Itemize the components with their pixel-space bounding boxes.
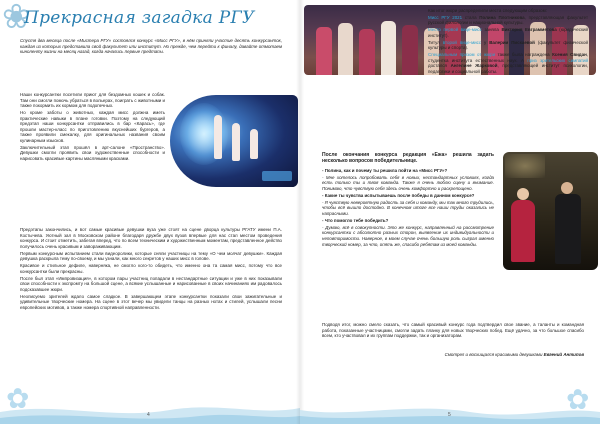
performer-figure — [250, 129, 258, 159]
interview-answer: - Думаю, всё в совокупности. Это же конкурс, направленный на рассмотрение конкурсантки с абсолютно разных сторон, выявление их индивидуальности и неповторимости. Наверное, в моем случае очень большую роль сыграл именно творческий номер, за что, опять же, спасибо ребятам из моей команды. — [322, 224, 494, 247]
host-head — [561, 182, 573, 194]
interview-block — [322, 168, 494, 248]
floral-ornament-icon: ❀ — [2, 0, 31, 36]
result-item: Специальным призом от жюри также была награждена Ксения Свидан, студентка института естественных наук. А приз зрительских симпатий достался Ангелине Жарковой, представляющей институт психологии, педагогики и социальной работы. — [428, 52, 589, 75]
page-number: 4 — [147, 412, 150, 418]
contestant-figure — [338, 23, 353, 75]
bottom-wave-decoration — [0, 398, 300, 424]
intro-paragraph: Спустя два месяца после «Мистера РГУ» состоялся конкурс «Мисс РГУ», в нём приняли участие десять конкурсанток, каждая из которых представила свой факультет или институт. Но прежде, чем перейти к финалу, давайте отмотаем киноленту жизни на месяц назад, когда начались первые предтапы. — [20, 38, 282, 55]
closing-paragraph: Подводя итог, можно смело сказать, что самый красивый конкурс года подтвердил свое звание, а таланты и командная работа, показанные участницами, смогли задать планку для новых творческих побед. Ещё удачно, за что большое спасибо всем, кто участвовал и их группам поддержки, так и организаторам. — [322, 322, 584, 339]
results-intro: Как итог жюри распределили места следующим образом: — [428, 8, 547, 13]
contestant-figure — [402, 25, 418, 75]
column-paragraph: Наши конкурсантки посетили приют для бездомных кошек и собак. Там они смогли помочь убраться в вольерах, поиграть с животными и также покормить их кормом для подопечных. — [20, 92, 165, 109]
stage-screen — [262, 171, 292, 181]
main-body — [20, 227, 282, 312]
contestant-figure — [359, 29, 375, 75]
stage-photo-angels — [170, 95, 298, 187]
intro-column — [20, 92, 165, 163]
performer-figure — [232, 123, 240, 161]
contestant-figure — [316, 27, 332, 75]
interview-heading: После окончания конкурса редакция «Ежа» решила задать несколько вопросов победительнице. — [322, 152, 494, 164]
right-page — [300, 0, 600, 424]
body-paragraph: Первым конкурсным испытанием стали видеоролики, которые сняли участницы на тему «О чем молчат девушки». Каждая девушка раскрыла тему по-своему, и мы узнали, как много секретов у наших мисс в голове. — [20, 250, 282, 262]
winner-photo — [503, 152, 598, 270]
body-paragraph: Предэтапы закончились, и вот самые красивые девушки вуза уже стоят на сцене дворца культуры РГАТУ имени П.А. Костычева. Уютный зал в Московском районе благодаря дружбе двух вузов впервые для нас стал местом проведения конкурса. И стоит отметить, забегая вперед, что по всем техническим и художественным моментам, представленное действо получилось очень красивым и завораживающим. — [20, 227, 282, 249]
floral-ornament-icon: ✿ — [566, 384, 590, 415]
body-paragraph: После был этап «Импровизация», в котором пары участниц попадали в нестандартные ситуации и уже в них показывали свои способности к экспромту на большой сцене, а всякие услышанные и нарисованные в своих начинаниях им радовалось подсказавшее жюри. — [20, 275, 282, 292]
result-item: Место первой вице-мисс заняла Виктория Евграмметова (юридический институт). — [428, 27, 588, 38]
body-paragraph: Неописуемо зрителей ждало самое сладкое. В завершающем этапе конкурсантки показали свои зажигательные и удивительные творческие номера. На сцене в этот вечер мы увидели танцы на разных нотах и стилей, услышали песни европейских мотивов, а также номера спортивной направленности. — [20, 293, 282, 310]
interview-question: - Что помогло тебе победить? — [322, 217, 389, 223]
interview-question: - Полина, как и почему ты решила пойти на «Мисс РГУ»? — [322, 168, 448, 173]
interview-answer: - Мне хотелось попробовать себя в новых, нестандартных условиях, когда есть только ты и твоя команда. Также я очень люблю сцену и внимание. Понимаю, что чувствую себя здесь очень комфортно и раскрепощено. — [322, 174, 494, 192]
article-title: Прекрасная загадка РГУ — [24, 8, 255, 28]
results-column — [428, 8, 588, 76]
result-item: Мисс РГУ 2021 стала Полина Плотникова, представляющая факультет русской филологии и национальной культуры. — [428, 14, 589, 26]
interview-answer: - Я чувствую невероятную радость за себя и команду, мы так много трудились, чтобы всё вышло достойно. В конечном итоге все наши труды оказались не напрасными. — [322, 199, 494, 216]
contestant-figure — [381, 21, 396, 75]
bottom-wave-decoration — [300, 398, 600, 424]
body-paragraph: Красивое и стильное дефиле, наверняка, не смогло кого-то обидеть, что именно она та самая мисс, потому что все конкурсантки были прекрасны. — [20, 263, 282, 274]
column-paragraph: Но кроме заботы о животных, каждая мисс должна иметь практические навыки в плане готовки. Поэтому на следующий предэтап наши конкурсантки отправились в бар «Карась», где прошли мастер-класс по приготовлению вкуснейших бургеров, а также проявили смекалку, для оригинальных названия своим кулинарным изысков. — [20, 110, 165, 143]
winner-dress — [511, 200, 535, 262]
host-suit — [555, 194, 581, 264]
page-number: 5 — [448, 412, 451, 418]
result-item: Титул второй вице-мисс у Валерии Пискаевой (факультет физической культуры и спорта). — [428, 39, 588, 51]
author-signature: Смотрел и восхищался красивыми девушками Евгений Антипов — [444, 352, 584, 357]
performer-figure — [214, 115, 222, 159]
interview-question: - Какие ты чувства испытываешь после победы в данном конкурсе? — [322, 192, 475, 198]
floral-ornament-icon: ✿ — [6, 383, 30, 414]
column-paragraph: Заключительный этап прошёл в арт-салоне «Пространство». Девушки смогли проявить свои художественные способности и нарисовать красивые картины масляными красками. — [20, 144, 165, 161]
stage-light — [505, 154, 545, 178]
winner-head — [517, 188, 529, 200]
